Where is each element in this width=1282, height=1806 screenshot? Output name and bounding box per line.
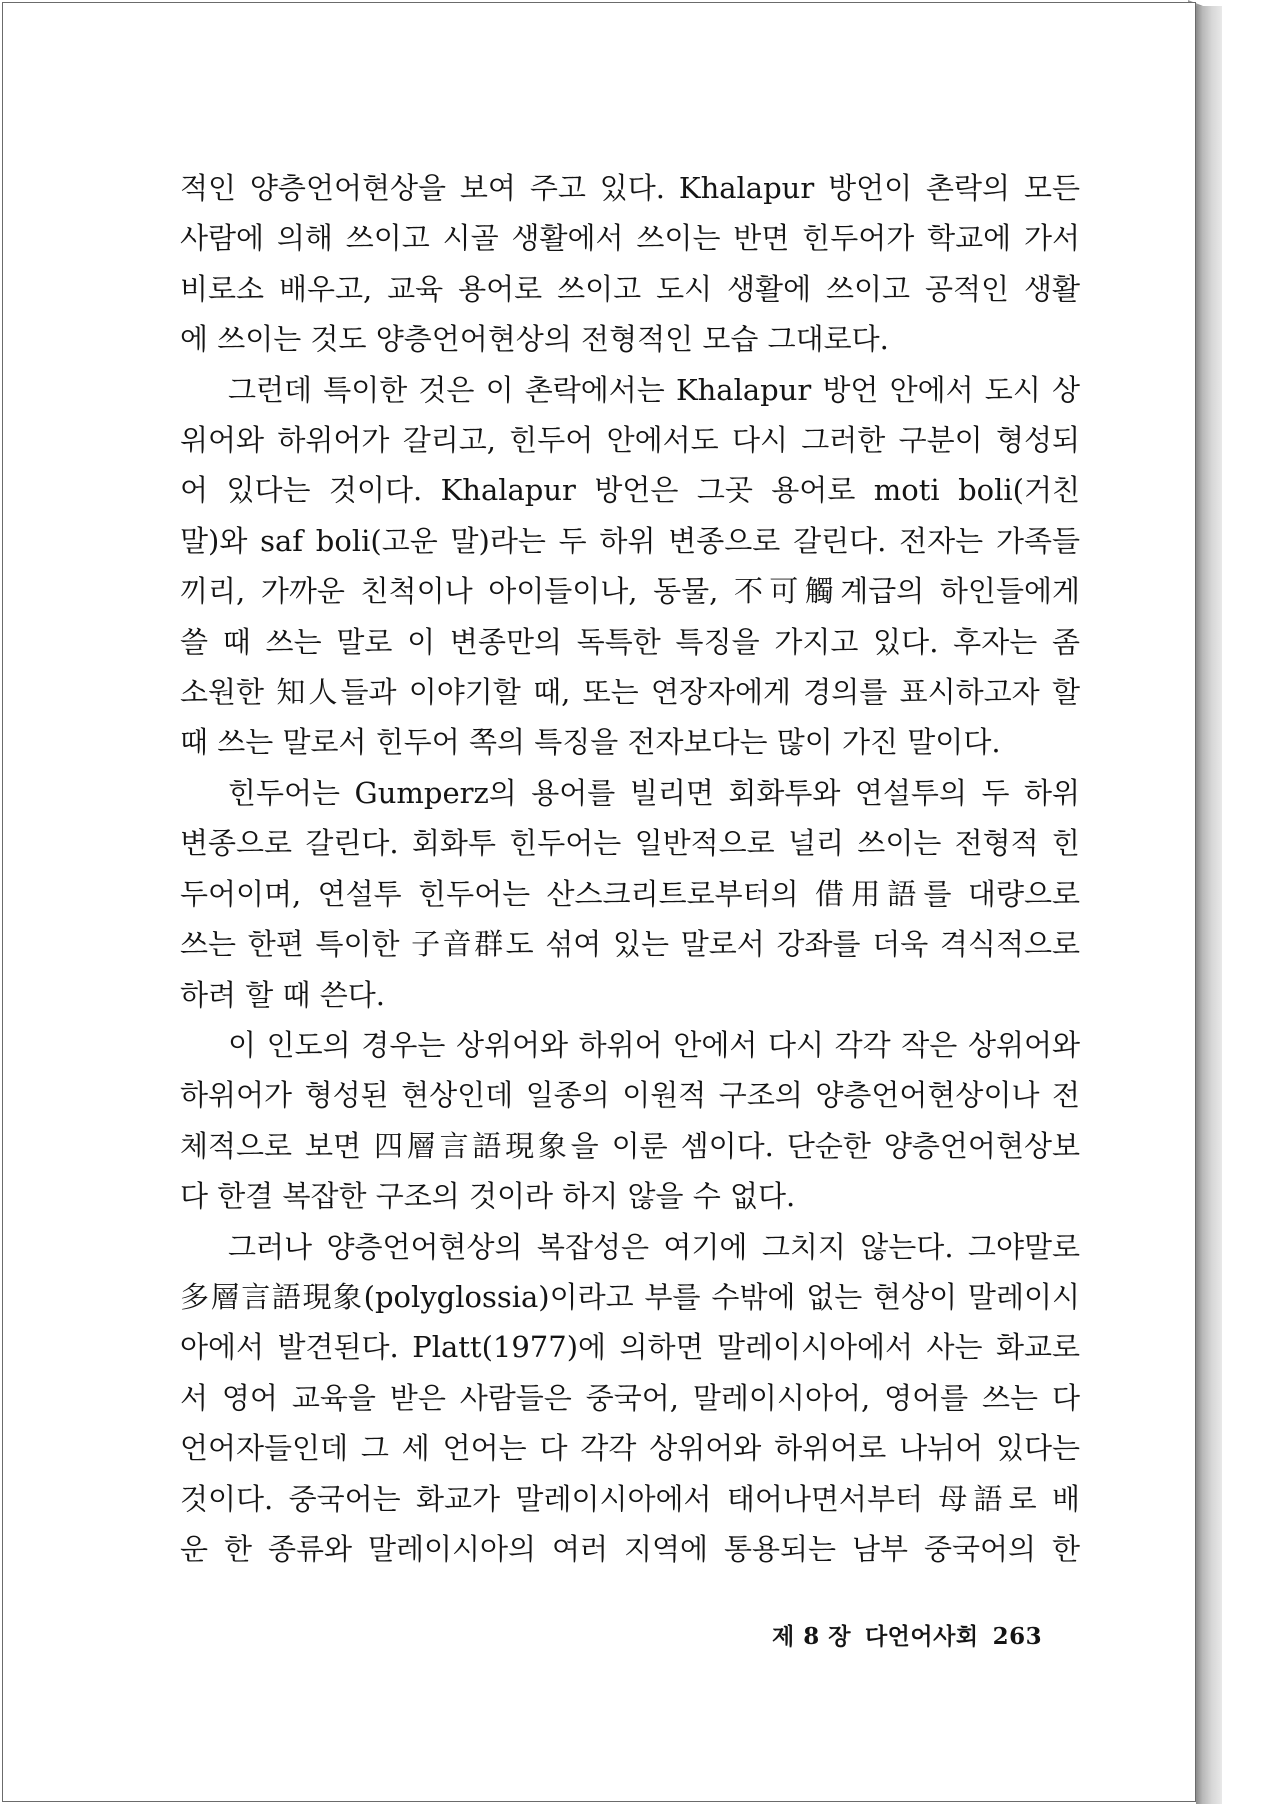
text-line: 사람에 의해 쓰이고 시골 생활에서 쓰이는 반면 힌두어가 학교에 가서 [180, 221, 1080, 256]
text-line: 운 한 종류와 말레이시아의 여러 지역에 통용되는 남부 중국어의 한 [180, 1531, 1080, 1566]
text-line: 것이다. 중국어는 화교가 말레이시아에서 태어나면서부터 母語로 배 [180, 1481, 1080, 1516]
text-line: 하위어가 형성된 현상인데 일종의 이원적 구조의 양층언어현상이나 전 [180, 1078, 1080, 1113]
text-line: 소원한 知人들과 이야기할 때, 또는 연장자에게 경의를 표시하고자 할 [180, 675, 1080, 710]
text-line: 서 영어 교육을 받은 사람들은 중국어, 말레이시아어, 영어를 쓰는 다 [180, 1380, 1080, 1415]
text-line: 말)와 saf boli(고운 말)라는 두 하위 변종으로 갈린다. 전자는 가족들 [180, 523, 1080, 558]
text-line: 이 인도의 경우는 상위어와 하위어 안에서 다시 각각 작은 상위어와 [228, 1027, 1080, 1062]
page-number: 263 [992, 1623, 1043, 1650]
text-line: 아에서 발견된다. Platt(1977)에 의하면 말레이시아에서 사는 화교로 [180, 1330, 1080, 1365]
text-line: 多層言語現象(polyglossia)이라고 부를 수밖에 없는 현상이 말레이시 [180, 1279, 1080, 1314]
text-line: 그러나 양층언어현상의 복잡성은 여기에 그치지 않는다. 그야말로 [228, 1229, 1080, 1264]
text-line: 변종으로 갈린다. 회화투 힌두어는 일반적으로 널리 쓰이는 전형적 힌 [180, 826, 1080, 861]
text-line: 쓸 때 쓰는 말로 이 변종만의 독특한 특징을 가지고 있다. 후자는 좀 [180, 624, 1080, 659]
body-text [180, 163, 1080, 1574]
text-line: 다 한결 복잡한 구조의 것이라 하지 않을 수 없다. [180, 1179, 796, 1214]
text-line: 체적으로 보면 四層言語現象을 이룬 셈이다. 단순한 양층언어현상보 [180, 1128, 1080, 1163]
text-line: 위어와 하위어가 갈리고, 힌두어 안에서도 다시 그러한 구분이 형성되 [180, 423, 1080, 458]
text-line: 에 쓰이는 것도 양층언어현상의 전형적인 모습 그대로다. [180, 322, 889, 357]
text-line: 두어이며, 연설투 힌두어는 산스크리트로부터의 借用語를 대량으로 [180, 876, 1080, 911]
page-stack-edge [1196, 6, 1222, 1804]
footer-chapter-title: 다언어사회 [864, 1623, 979, 1650]
text-line: 끼리, 가까운 친척이나 아이들이나, 동물, 不可觸계급의 하인들에게 [180, 574, 1080, 609]
text-line: 그런데 특이한 것은 이 촌락에서는 Khalapur 방언 안에서 도시 상 [228, 372, 1080, 407]
text-line: 때 쓰는 말로서 힌두어 쪽의 특징을 전자보다는 많이 가진 말이다. [180, 725, 1001, 760]
text-line: 적인 양층언어현상을 보여 주고 있다. Khalapur 방언이 촌락의 모든 [180, 171, 1080, 205]
page-footer [772, 1618, 1072, 1651]
footer-chapter: 제 8 장 [772, 1623, 851, 1650]
text-line: 힌두어는 Gumperz의 용어를 빌리면 회화투와 연설투의 두 하위 [228, 775, 1080, 810]
text-line: 어 있다는 것이다. Khalapur 방언은 그곳 용어로 moti boli(거친 [180, 473, 1080, 508]
text-line: 비로소 배우고, 교육 용어로 쓰이고 도시 생활에 쓰이고 공적인 생활 [180, 271, 1080, 306]
text-line: 하려 할 때 쓴다. [180, 977, 385, 1012]
text-line: 언어자들인데 그 세 언어는 다 각각 상위어와 하위어로 나뉘어 있다는 [180, 1431, 1080, 1466]
text-line: 쓰는 한편 특이한 子音群도 섞여 있는 말로서 강좌를 더욱 격식적으로 [180, 927, 1080, 962]
